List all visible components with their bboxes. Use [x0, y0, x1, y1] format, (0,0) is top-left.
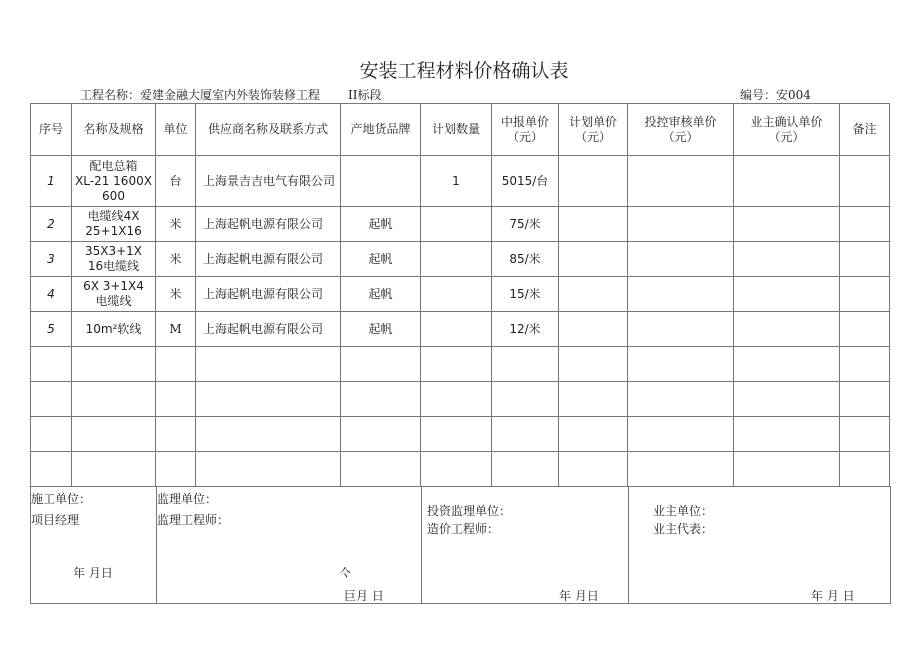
item-name: 35X3+1X 16电缆线 [72, 242, 156, 277]
brand: 起帆 [341, 207, 421, 242]
section-label: II标段 [348, 88, 382, 102]
empty-cell [492, 347, 559, 382]
empty-cell [840, 347, 890, 382]
project-manager-label: 项目经理 [31, 513, 80, 527]
empty-cell [72, 382, 156, 417]
planned-quantity [421, 207, 492, 242]
empty-cell [628, 242, 734, 277]
empty-cell [840, 382, 890, 417]
empty-cell [559, 312, 628, 347]
empty-cell [628, 207, 734, 242]
table-row [31, 417, 890, 452]
contractor-date: 年 月日 [73, 566, 113, 580]
reported-price: 75/米 [492, 207, 559, 242]
supplier: 上海起帆电源有限公司 [196, 312, 341, 347]
empty-cell [421, 382, 492, 417]
column-header: 单位 [156, 104, 196, 156]
empty-cell [559, 242, 628, 277]
empty-cell [628, 347, 734, 382]
unit: 台 [156, 156, 196, 207]
empty-cell [628, 277, 734, 312]
planned-quantity [421, 242, 492, 277]
brand: 起帆 [341, 242, 421, 277]
column-header: 备注 [840, 104, 890, 156]
empty-cell [72, 452, 156, 487]
table-row [31, 156, 890, 207]
empty-cell [840, 242, 890, 277]
empty-cell [341, 452, 421, 487]
cost-engineer-label: 造价工程师： [427, 522, 500, 536]
supplier: 上海起帆电源有限公司 [196, 207, 341, 242]
planned-quantity [421, 277, 492, 312]
empty-cell [840, 207, 890, 242]
reported-price: 85/米 [492, 242, 559, 277]
price-table [30, 103, 890, 487]
project-name: 工程名称：爱建金融大厦室内外装饰装修工程 [80, 88, 321, 102]
empty-cell [734, 452, 840, 487]
row-number: 5 [31, 312, 72, 347]
unit: 米 [156, 207, 196, 242]
empty-cell [196, 347, 341, 382]
table-row [31, 382, 890, 417]
empty-cell [492, 417, 559, 452]
empty-cell [341, 347, 421, 382]
empty-cell [341, 382, 421, 417]
reported-price: 12/米 [492, 312, 559, 347]
column-header: 中报单价 （元） [492, 104, 559, 156]
unit: 米 [156, 277, 196, 312]
owner-date: 年 月 日 [811, 589, 855, 603]
owner-label: 业主单位： [653, 504, 714, 518]
supervisor-label: 监理单位： [157, 492, 218, 506]
empty-cell [734, 347, 840, 382]
empty-cell [628, 452, 734, 487]
empty-cell [734, 277, 840, 312]
column-header: 计划数量 [421, 104, 492, 156]
supervisor-engineer-label: 监理工程师： [157, 513, 230, 527]
empty-cell [156, 382, 196, 417]
signature-section [30, 486, 891, 604]
empty-cell [628, 417, 734, 452]
empty-cell [341, 417, 421, 452]
empty-cell [734, 207, 840, 242]
empty-cell [840, 277, 890, 312]
unit: 米 [156, 242, 196, 277]
item-name: 配电总箱 XL-21 1600X 600 [72, 156, 156, 207]
supplier: 上海景吉吉电气有限公司 [196, 156, 341, 207]
column-header: 序号 [31, 104, 72, 156]
reported-price: 5015/台 [492, 156, 559, 207]
empty-cell [31, 452, 72, 487]
empty-cell [72, 417, 156, 452]
page-title: 安装工程材料价格确认表 [359, 60, 569, 82]
reported-price: 15/米 [492, 277, 559, 312]
empty-cell [559, 156, 628, 207]
empty-cell [156, 452, 196, 487]
column-header: 供应商名称及联系方式 [196, 104, 341, 156]
column-header: 投控审核单价 （元） [628, 104, 734, 156]
empty-cell [31, 347, 72, 382]
empty-cell [559, 452, 628, 487]
table-row [31, 277, 890, 312]
empty-cell [628, 156, 734, 207]
table-row [31, 207, 890, 242]
empty-cell [628, 312, 734, 347]
empty-cell [31, 417, 72, 452]
column-header: 业主确认单价 （元） [734, 104, 840, 156]
empty-cell [840, 452, 890, 487]
unit: M [156, 312, 196, 347]
empty-cell [734, 242, 840, 277]
row-number: 2 [31, 207, 72, 242]
table-row [31, 452, 890, 487]
supplier: 上海起帆电源有限公司 [196, 277, 341, 312]
item-name: 6X 3+1X4 电缆线 [72, 277, 156, 312]
empty-cell [72, 347, 156, 382]
investment-supervisor-label: 投资监理单位： [427, 504, 512, 518]
empty-cell [559, 347, 628, 382]
supplier: 上海起帆电源有限公司 [196, 242, 341, 277]
item-name: 电缆线4X 25+1X16 [72, 207, 156, 242]
table-row [31, 242, 890, 277]
table-row [31, 312, 890, 347]
empty-cell [196, 382, 341, 417]
header-row [31, 104, 890, 156]
brand [341, 156, 421, 207]
item-name: 10m²软线 [72, 312, 156, 347]
empty-cell [559, 417, 628, 452]
row-number: 3 [31, 242, 72, 277]
brand: 起帆 [341, 312, 421, 347]
empty-cell [734, 312, 840, 347]
column-header: 产地货品牌 [341, 104, 421, 156]
empty-cell [840, 417, 890, 452]
empty-cell [734, 156, 840, 207]
empty-cell [31, 382, 72, 417]
empty-cell [156, 347, 196, 382]
row-number: 4 [31, 277, 72, 312]
planned-quantity: 1 [421, 156, 492, 207]
empty-cell [628, 382, 734, 417]
supervisor-mark: 亽 [339, 566, 352, 580]
empty-cell [196, 417, 341, 452]
owner-representative-label: 业主代表： [653, 522, 714, 536]
empty-cell [734, 417, 840, 452]
empty-cell [559, 277, 628, 312]
column-header: 名称及规格 [72, 104, 156, 156]
brand: 起帆 [341, 277, 421, 312]
empty-cell [492, 452, 559, 487]
empty-cell [196, 452, 341, 487]
empty-cell [840, 312, 890, 347]
empty-cell [156, 417, 196, 452]
empty-cell [492, 382, 559, 417]
supervisor-date: 巨月 日 [344, 589, 384, 603]
empty-cell [559, 207, 628, 242]
empty-cell [421, 452, 492, 487]
document-code: 编号：安004 [740, 88, 811, 102]
table-row [31, 347, 890, 382]
investment-date: 年 月日 [559, 589, 599, 603]
empty-cell [421, 347, 492, 382]
empty-cell [734, 382, 840, 417]
empty-cell [421, 417, 492, 452]
contractor-label: 施工单位： [31, 492, 92, 506]
planned-quantity [421, 312, 492, 347]
empty-cell [559, 382, 628, 417]
column-header: 计划单价 （元） [559, 104, 628, 156]
row-number: 1 [31, 156, 72, 207]
empty-cell [840, 156, 890, 207]
